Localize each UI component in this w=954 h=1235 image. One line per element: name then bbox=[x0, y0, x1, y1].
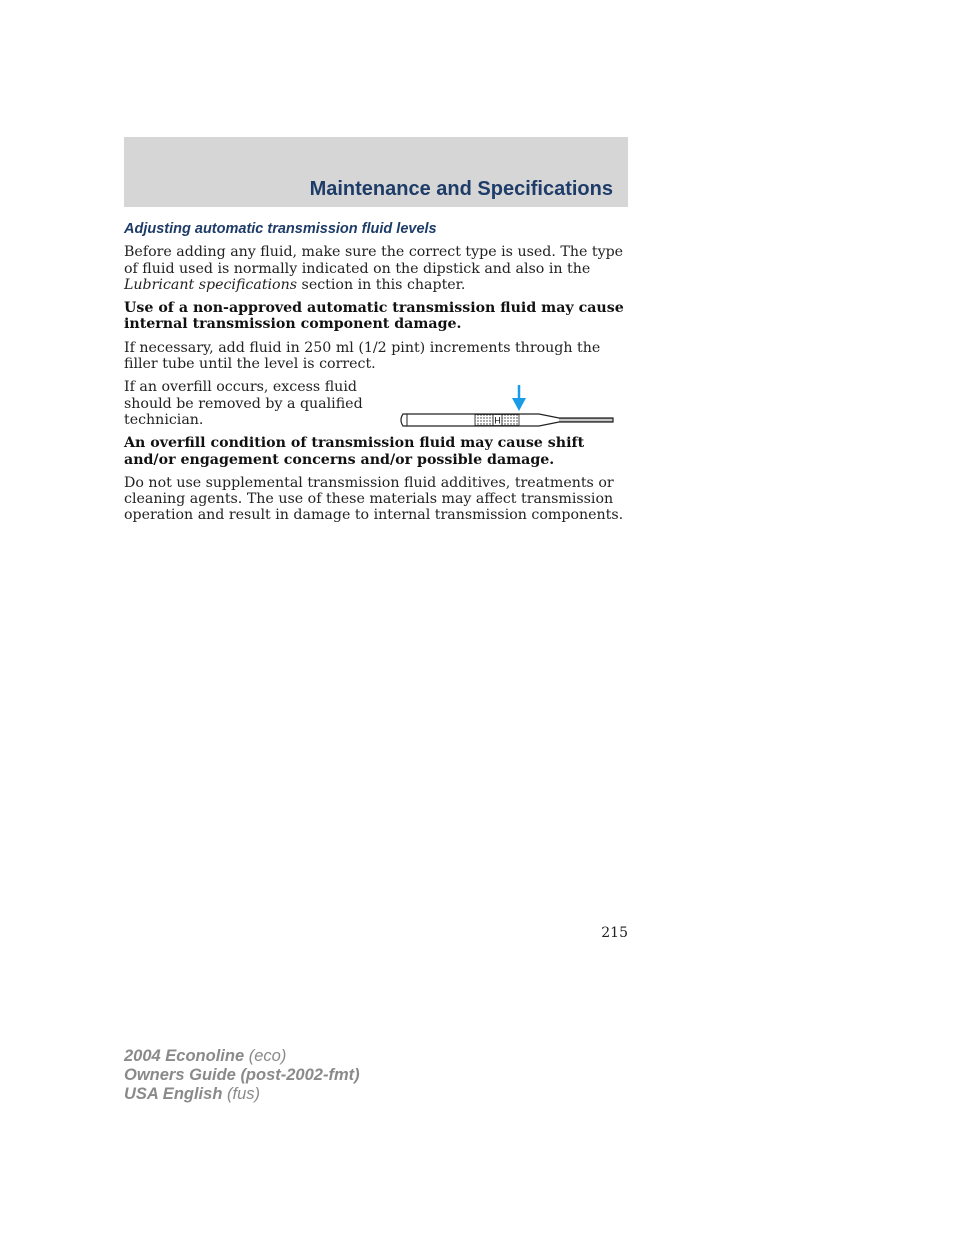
page-title: Maintenance and Specifications bbox=[309, 178, 613, 200]
paragraph-overfill: If an overfill occurs, excess fluid should be removed by a qualified technician. bbox=[124, 379, 363, 428]
dipstick-illustration bbox=[399, 384, 619, 434]
footer-vehicle-code: (eco) bbox=[244, 1047, 287, 1065]
section-heading: Adjusting automatic transmission fluid levels bbox=[124, 221, 437, 237]
footer-line-language bbox=[124, 1085, 360, 1104]
paragraph-additives: Do not use supplemental transmission fluid additives, treatments or cleaning agents. The use of these materials may affect transmission operation and result in damage to internal transmission components. bbox=[124, 474, 624, 524]
footer-language-name: USA English bbox=[124, 1085, 223, 1103]
paragraph-fluid-type-start: Before adding any fluid, make sure the correct type is used. The type of fluid used is normally indicated on the dipstick and also in the bbox=[124, 244, 624, 277]
fill-level-arrow-icon bbox=[512, 385, 526, 411]
warning-overfill bbox=[124, 435, 628, 468]
footer-line-vehicle bbox=[124, 1047, 360, 1066]
footer-line-guide bbox=[124, 1066, 360, 1085]
main-content bbox=[124, 219, 628, 531]
paragraph-add-fluid: If necessary, add fluid in 250 ml (1/2 pint) increments through the filler tube until the level is correct. bbox=[124, 339, 601, 373]
footer-language-code: (fus) bbox=[222, 1085, 260, 1103]
paragraph-fluid-type-end: section in this chapter. bbox=[297, 276, 466, 293]
warning-overfill-text: An overfill condition of transmission fluid may cause shift and/or engagement concerns and/or possible damage. bbox=[124, 435, 585, 468]
page-number: 215 bbox=[601, 925, 628, 941]
dipstick-full-mark-label: H bbox=[494, 415, 501, 426]
document-footer bbox=[124, 1047, 360, 1104]
footer-guide-name: Owners Guide (post-2002-fmt) bbox=[124, 1066, 360, 1084]
paragraph-fluid-type bbox=[124, 244, 628, 293]
dipstick-icon bbox=[401, 414, 613, 426]
warning-non-approved-fluid: Use of a non-approved automatic transmission fluid may cause internal transmission component damage. bbox=[124, 300, 624, 333]
lubricant-specifications-reference: Lubricant specifications bbox=[124, 276, 298, 293]
footer-vehicle-name: 2004 Econoline bbox=[124, 1047, 245, 1065]
section-header-band bbox=[124, 137, 628, 207]
